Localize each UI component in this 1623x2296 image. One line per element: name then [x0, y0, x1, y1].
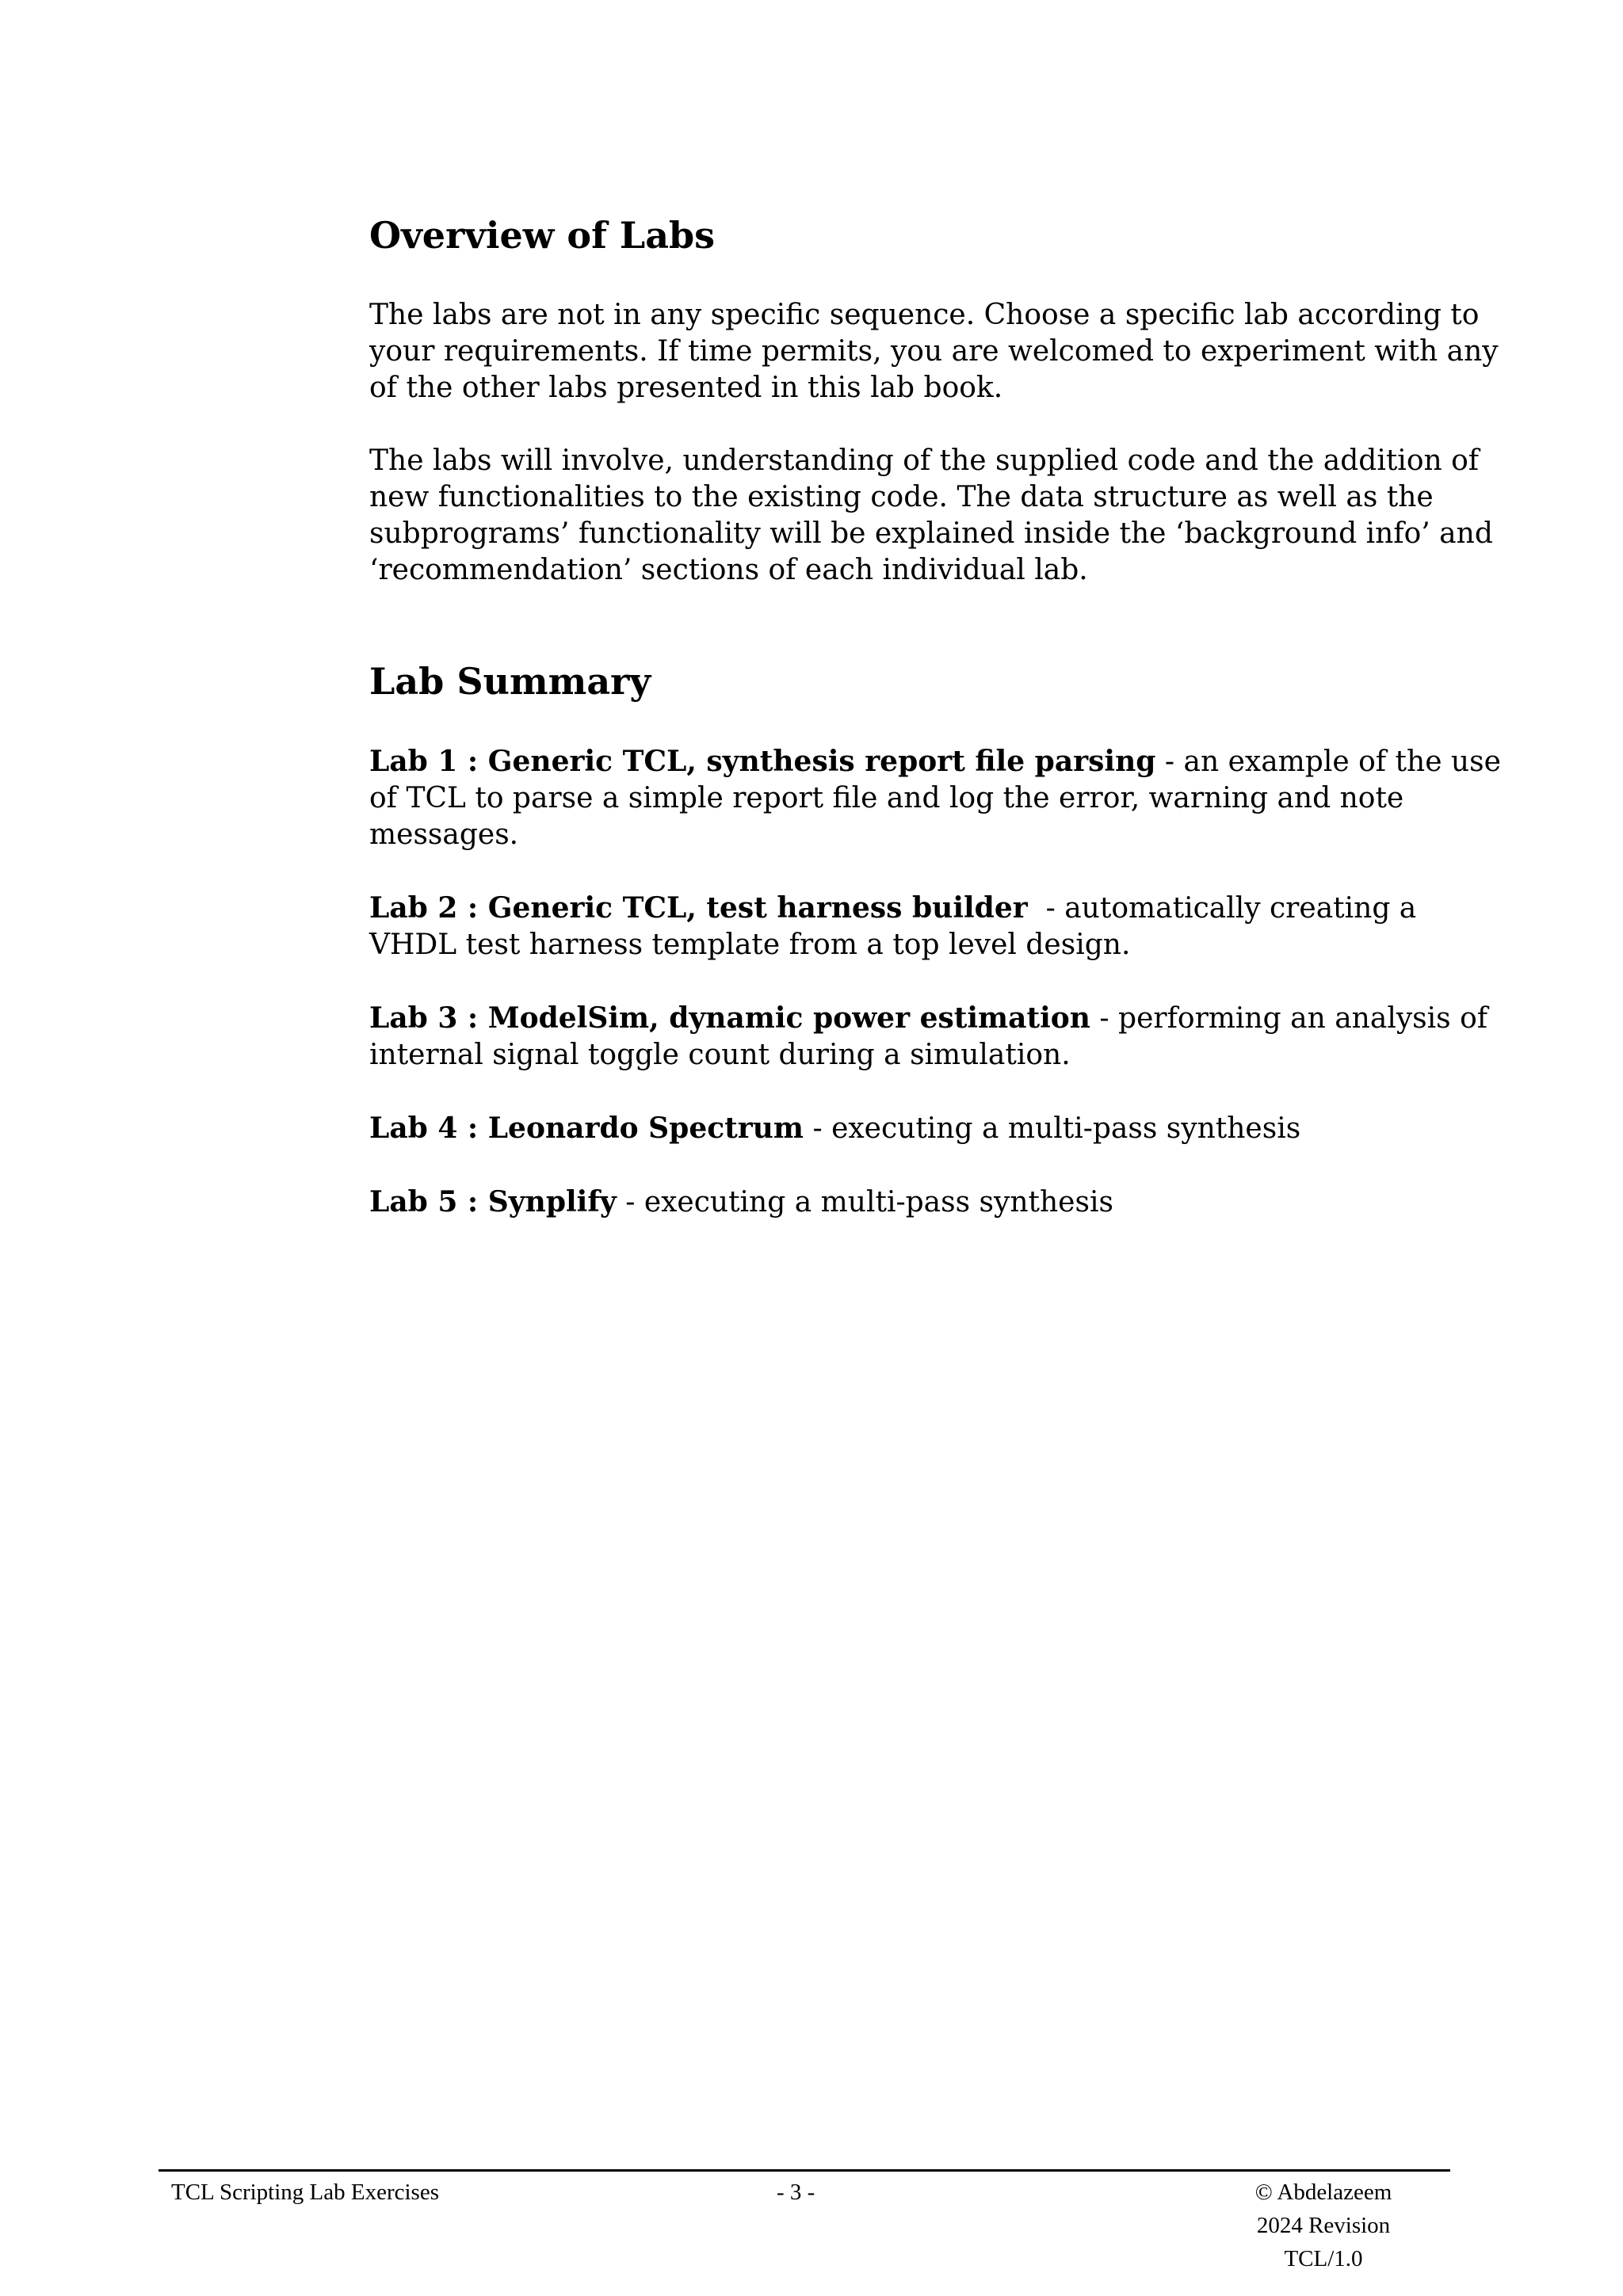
lab-summary-item-5	[369, 1184, 1503, 1221]
lab-5-description: - executing a multi-pass synthesis	[616, 1186, 1113, 1219]
lab-2-name: Lab 2 : Generic TCL, test harness builder	[369, 891, 1028, 925]
overview-paragraph-1: The labs are not in any specific sequence. Choose a specific lab according to your requirements. If time permits, you are welcomed to experiment with any of the other labs presented in this lab book.	[369, 299, 1499, 405]
lab-5-name: Lab 5 : Synplify	[369, 1185, 617, 1219]
footer-copyright: © Abdelazeem	[1254, 2180, 1392, 2205]
lab-summary-heading: Lab Summary	[369, 660, 651, 704]
footer-page-number: - 3 -	[777, 2180, 815, 2205]
lab-1-description: - an example of the use of TCL to parse a simple report file and log the error, warning and note messages.	[369, 746, 1501, 852]
footer-version: TCL/1.0	[1284, 2246, 1363, 2271]
footer-revision: 2024 Revision	[1256, 2213, 1391, 2238]
lab-3-description: - performing an analysis of internal signal toggle count during a simulation.	[369, 1002, 1488, 1072]
lab-2-description: - automatically creating a VHDL test harness template from a top level design.	[369, 892, 1426, 962]
lab-4-name: Lab 4 : Leonardo Spectrum	[369, 1112, 804, 1146]
lab-summary-item-2	[369, 890, 1503, 963]
overview-paragraph-2: The labs will involve, understanding of the supplied code and the addition of new functionalities to the existing code. The data structure as well as the subprograms’ functionality will be explained inside the ‘background info’ and ‘recommendation’ sections of each individual lab.	[369, 444, 1493, 587]
footer-divider	[158, 2169, 1450, 2172]
footer-revision-info	[1244, 2176, 1403, 2275]
lab-4-description: - executing a multi-pass synthesis	[804, 1112, 1301, 1146]
lab-1-name: Lab 1 : Generic TCL, synthesis report file parsing	[369, 745, 1156, 779]
lab-summary-item-3	[369, 1000, 1503, 1074]
lab-3-name: Lab 3 : ModelSim, dynamic power estimation	[369, 1001, 1090, 1035]
footer-document-title: TCL Scripting Lab Exercises	[171, 2180, 439, 2205]
lab-summary-item-1	[369, 743, 1503, 853]
overview-heading: Overview of Labs	[369, 214, 716, 257]
lab-summary-item-4	[369, 1110, 1503, 1147]
page-content	[369, 214, 1503, 1221]
